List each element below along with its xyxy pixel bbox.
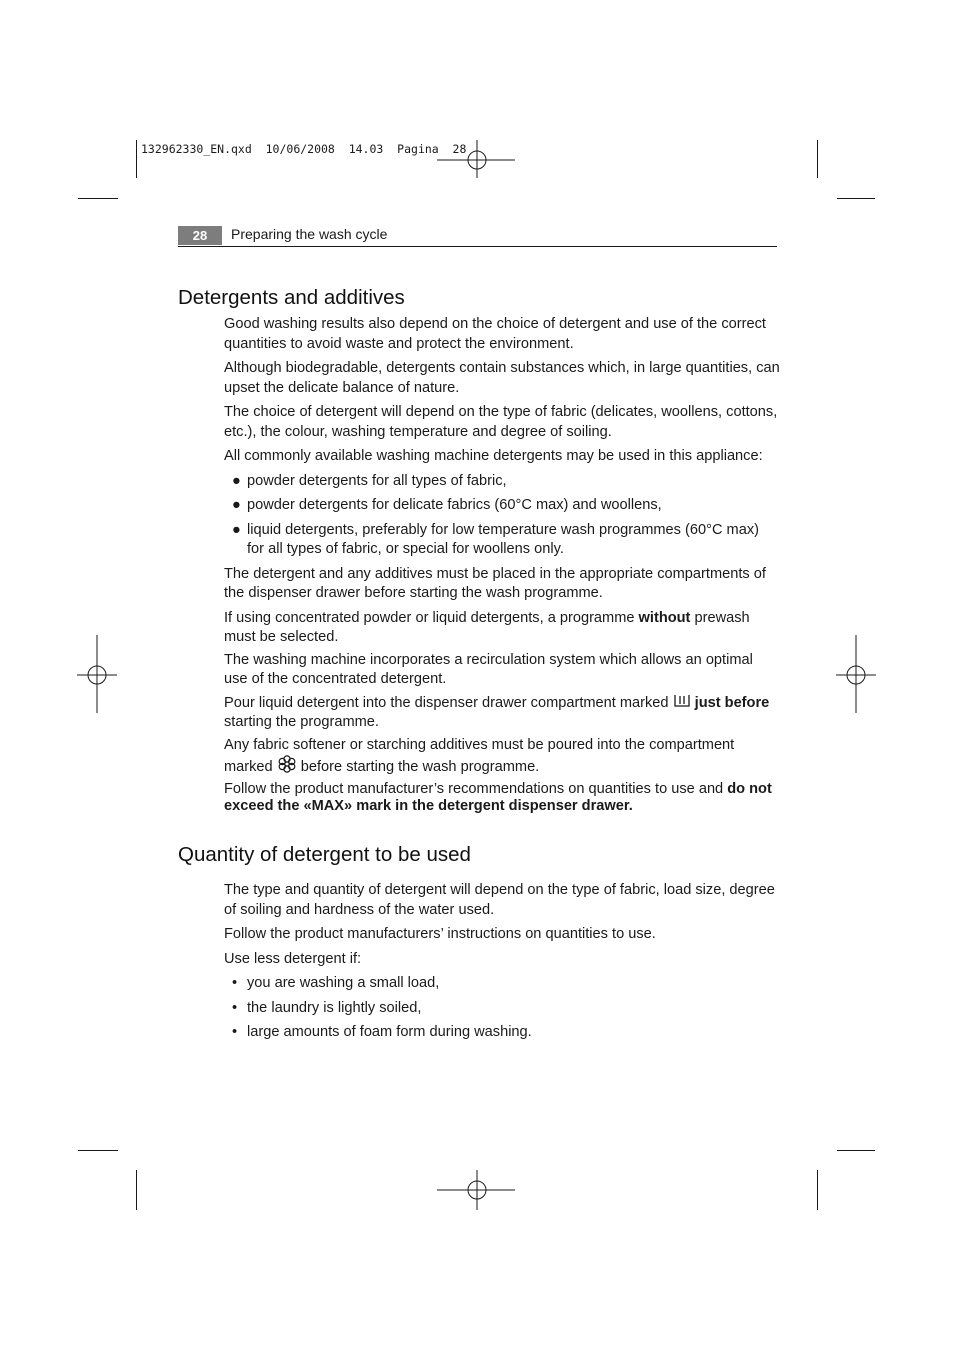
paragraph: The type and quantity of detergent will depend on the type of fabric, load size, degree of soiling and hardness of the water used.	[224, 882, 775, 918]
paragraph-text: starting the programme.	[224, 714, 379, 730]
list-item	[224, 521, 780, 560]
paragraph: Good washing results also depend on the choice of detergent and use of the correct quantities to avoid waste and protect the environment.	[224, 316, 766, 352]
crop-mark	[817, 1170, 818, 1210]
list-item	[224, 1023, 780, 1043]
crop-mark	[136, 1170, 137, 1210]
crop-mark	[78, 198, 118, 199]
list-item-text: the laundry is lightly soiled,	[247, 999, 422, 1016]
list-item-text: large amounts of foam form during washing.	[247, 1024, 532, 1040]
paragraph	[224, 693, 780, 733]
emphasis-text: just before	[694, 694, 770, 711]
header-rule	[178, 246, 777, 247]
bullet-icon: •	[232, 1024, 238, 1040]
section-heading-quantity: Quantity of detergent to be used	[178, 843, 471, 866]
crop-mark	[136, 140, 137, 178]
bullet-icon: •	[232, 999, 238, 1016]
paragraph-text: If using concentrated powder or liquid detergents, a programme	[224, 609, 639, 626]
crop-mark	[817, 140, 818, 178]
running-title: Preparing the wash cycle	[231, 226, 388, 242]
paragraph-text: before starting the wash programme.	[296, 759, 540, 775]
bullet-icon: ●	[232, 497, 241, 513]
main-wash-compartment-icon	[673, 693, 691, 709]
registration-mark-icon	[77, 635, 117, 715]
paragraph: All commonly available washing machine detergents may be used in this appliance:	[224, 448, 763, 464]
list-item	[224, 999, 780, 1019]
fabric-softener-flower-icon	[277, 755, 297, 773]
crop-mark	[837, 198, 875, 199]
paragraph-text: prewash must be selected.	[224, 609, 750, 645]
paragraph	[224, 736, 780, 778]
paragraph: Although biodegradable, detergents contain substances which, in large quantities, can upset the delicate balance of nature.	[224, 360, 780, 396]
paragraph: The choice of detergent will depend on the type of fabric (delicates, woollens, cottons, etc.), the colour, washing temperature and degree of soiling.	[224, 404, 778, 440]
bullet-icon: •	[232, 975, 238, 991]
list-item	[224, 496, 780, 516]
list-item-text: you are washing a small load,	[247, 975, 440, 991]
list-item-text: liquid detergents, preferably for low temperature wash programmes (60°C max) for all types of fabric, or special for woollens only.	[247, 521, 759, 557]
paragraph-text: Follow the product manufacturer’s recommendations on quantities to use and	[224, 780, 728, 797]
crop-mark	[837, 1150, 875, 1151]
list-item	[224, 974, 780, 994]
paragraph: The detergent and any additives must be placed in the appropriate compartments of the dispenser drawer before starting the wash programme.	[224, 565, 766, 601]
crop-mark	[78, 1150, 118, 1151]
paragraph: Follow the product manufacturers’ instructions on quantities to use.	[224, 926, 656, 942]
section-heading-detergents: Detergents and additives	[178, 286, 405, 309]
bullet-icon: ●	[232, 521, 241, 538]
paragraph	[224, 781, 780, 815]
page-number-badge: 28	[178, 226, 222, 245]
list-item-text: powder detergents for all types of fabric,	[247, 472, 507, 489]
paragraph	[224, 609, 780, 648]
paragraph: Use less detergent if:	[224, 950, 362, 967]
section-body-detergents	[224, 315, 780, 815]
paragraph: The washing machine incorporates a recirculation system which allows an optimal use of the concentrated detergent.	[224, 651, 753, 687]
section-body-quantity	[224, 881, 780, 1048]
paragraph-text: Any fabric softener or starching additives must be poured into the compartment marked	[224, 736, 735, 775]
list-item	[224, 472, 780, 492]
list-item-text: powder detergents for delicate fabrics (60°C max) and woollens,	[247, 497, 662, 513]
emphasis-text: without	[638, 609, 691, 626]
registration-mark-icon	[437, 1170, 517, 1212]
print-slug: 132962330_EN.qxd 10/06/2008 14.03 Pagina 28	[141, 142, 467, 156]
registration-mark-icon	[836, 635, 876, 715]
bullet-icon: ●	[232, 472, 241, 489]
paragraph-text: Pour liquid detergent into the dispenser drawer compartment marked	[224, 694, 673, 711]
emphasis-text: do not exceed the «MAX» mark in the detergent dispenser drawer.	[224, 780, 772, 814]
